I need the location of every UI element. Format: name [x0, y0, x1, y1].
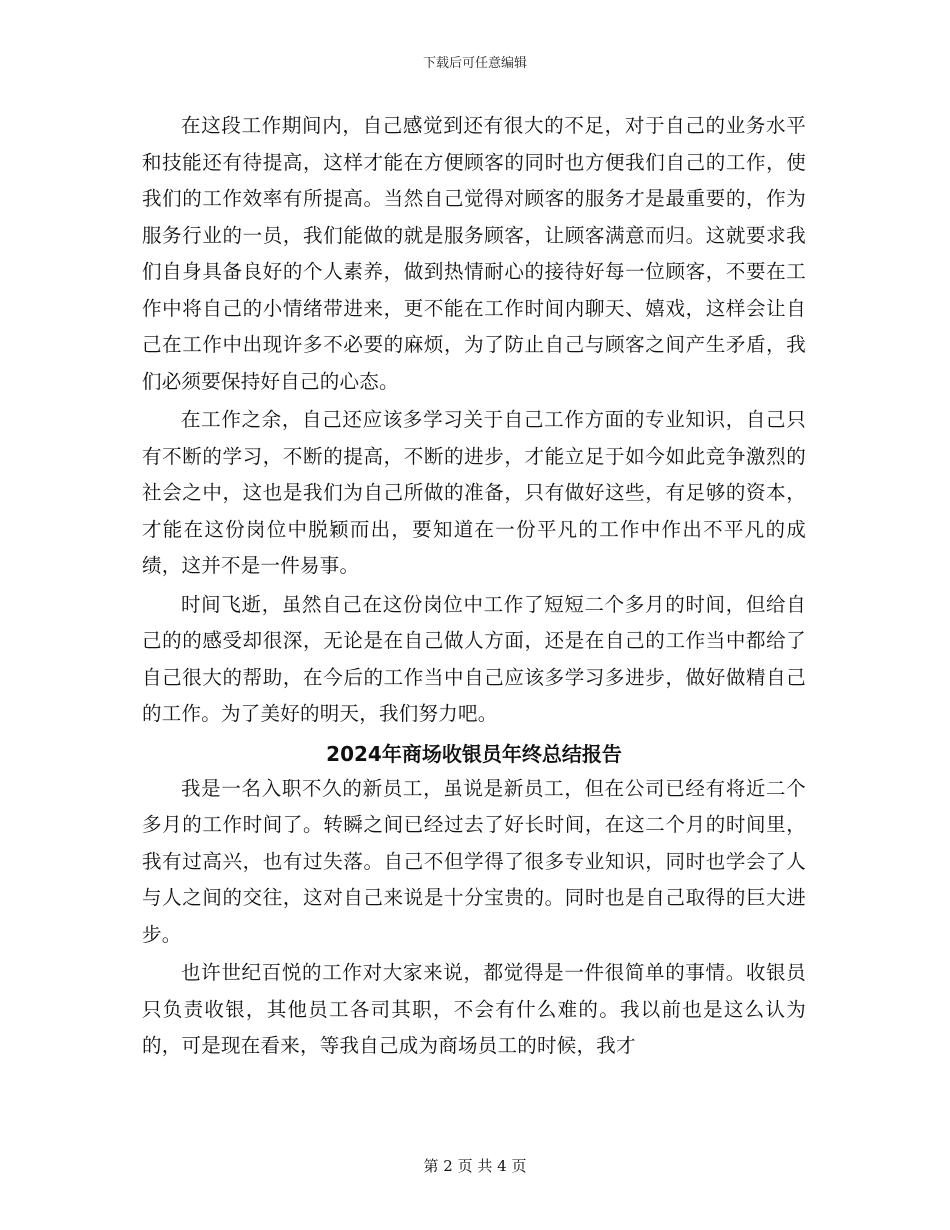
page-number-footer: 第 2 页 共 4 页: [423, 1157, 527, 1175]
paragraph-2: 在工作之余，自己还应该多学习关于自己工作方面的专业知识，自己只有不断的学习，不断的提高，不断的进步，才能立足于如今如此竞争激烈的社会之中，这也是我们为自己所做的准备，只有做好这些，有足够的资本，才能在这份岗位中脱颖而出，要知道在一份平凡的工作中作出不平凡的成绩，这并不是一件易事。: [142, 408, 806, 577]
paragraph-5: 也许世纪百悦的工作对大家来说，都觉得是一件很简单的事情。收银员只负责收银，其他员工各司其职，不会有什么难的。我以前也是这么认为的，可是现在看来，等我自己成为商场员工的时候，我才: [142, 961, 806, 1057]
paragraph-4: 我是一名入职不久的新员工，虽说是新员工，但在公司已经有将近二个多月的工作时间了。转瞬之间已经过去了好长时间，在这二个月的时间里，我有过高兴，也有过失落。自己不但学得了很多专业知识，同时也学会了人与人之间的交往，这对自己来说是十分宝贵的。同时也是自己取得的巨大进步。: [142, 776, 806, 946]
section-title: 2024年商场收银员年终总结报告: [326, 741, 622, 766]
paragraph-1: 在这段工作期间内，自己感觉到还有很大的不足，对于自己的业务水平和技能还有待提高，这样才能在方便顾客的同时也方便我们自己的工作，使我们的工作效率有所提高。当然自己觉得对顾客的服务才是最重要的，作为服务行业的一员，我们能做的就是服务顾客，让顾客满意而归。这就要求我们自身具备良好的个人素养，做到热情耐心的接待好每一位顾客，不要在工作中将自己的小情绪带进来，更不能在工作时间内聊天、嬉戏，这样会让自己在工作中出现许多不必要的麻烦，为了防止自己与顾客之间产生矛盾，我们必须要保持好自己的心态。: [142, 114, 806, 393]
page-header-note: 下载后可任意编辑: [422, 56, 527, 71]
document-body: [142, 108, 806, 1065]
paragraph-3: 时间飞逝，虽然自己在这份岗位中工作了短短二个多月的时间，但给自己的的感受却很深，无论是在自己做人方面，还是在自己的工作当中都给了自己很大的帮助，在今后的工作当中自己应该多学习多进步，做好做精自己的工作。为了美好的明天，我们努力吧。: [142, 592, 806, 725]
